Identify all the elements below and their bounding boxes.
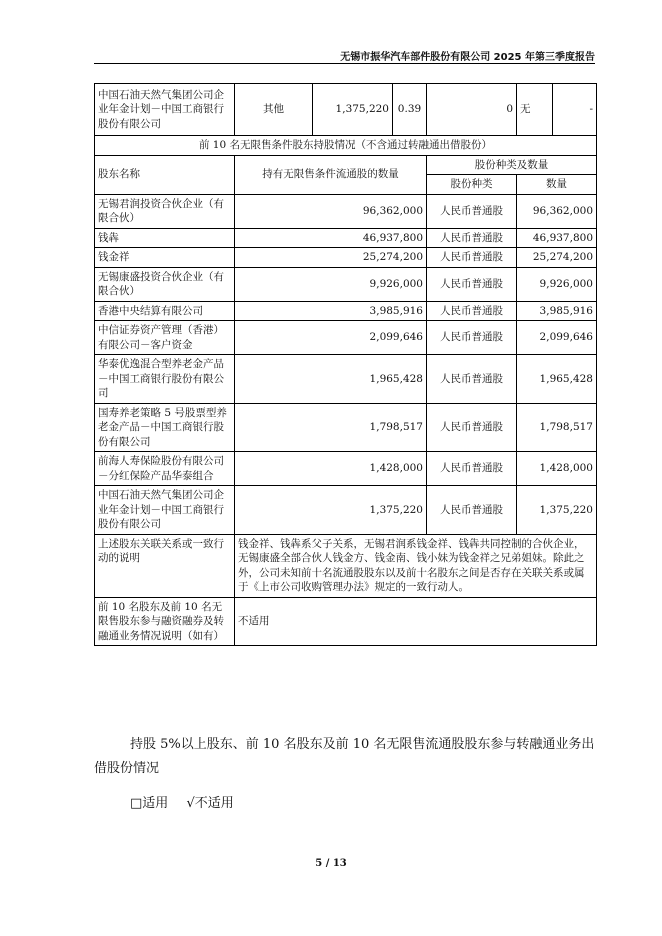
cell-amount: 1,428,000 bbox=[517, 452, 597, 486]
header-name: 股东名称 bbox=[95, 155, 235, 194]
related-row bbox=[95, 534, 597, 597]
margin-label: 前 10 名股东及前 10 名无限售股东参与融资融券及转融通业务情况说明（如有） bbox=[95, 597, 235, 646]
section-title: 前 10 名无限售条件股东持股情况（不含通过转融通出借股份） bbox=[95, 136, 597, 156]
table-row bbox=[95, 355, 597, 404]
header-amount: 数量 bbox=[517, 175, 597, 195]
cell-type: 人民币普通股 bbox=[427, 248, 517, 268]
cell-amount: 1,798,517 bbox=[517, 403, 597, 452]
table-row bbox=[95, 486, 597, 535]
paragraph-line-2: 借股份情况 bbox=[94, 761, 160, 776]
margin-text: 不适用 bbox=[235, 597, 597, 646]
cell-name: 中信证券资产管理（香港）有限公司－客户资金 bbox=[95, 321, 235, 355]
cell-qty: 96,362,000 bbox=[235, 194, 427, 228]
cell-qty: 1,375,220 bbox=[235, 486, 427, 535]
header-divider bbox=[94, 63, 595, 64]
report-header: 无锡市振华汽车部件股份有限公司 2025 年第三季度报告 bbox=[340, 52, 595, 63]
cell-shares: 1,375,220 bbox=[313, 84, 393, 136]
cell-name: 无锡君润投资合伙企业（有限合伙） bbox=[95, 194, 235, 228]
cell-name: 钱金祥 bbox=[95, 248, 235, 268]
paragraph-line-1: 持股 5%以上股东、前 10 名股东及前 10 名无限售流通股股东参与转融通业务出 bbox=[130, 737, 595, 752]
header-row bbox=[95, 155, 597, 175]
cell-name: 中国石油天然气集团公司企业年金计划－中国工商银行股份有限公司 bbox=[95, 84, 235, 136]
section-title-row bbox=[95, 136, 597, 156]
cell-type: 人民币普通股 bbox=[427, 228, 517, 248]
cell-amount: 1,375,220 bbox=[517, 486, 597, 535]
cell-type: 人民币普通股 bbox=[427, 301, 517, 321]
cell-name: 无锡康盛投资合伙企业（有限合伙） bbox=[95, 267, 235, 301]
option-not-applicable: √不适用 bbox=[186, 796, 234, 811]
cell-qty: 9,926,000 bbox=[235, 267, 427, 301]
cell-amount: 96,362,000 bbox=[517, 194, 597, 228]
applicability-options bbox=[130, 792, 248, 811]
cell-amount: 46,937,800 bbox=[517, 228, 597, 248]
cell-name: 华泰优逸混合型养老金产品－中国工商银行股份有限公司 bbox=[95, 355, 235, 404]
table-row bbox=[95, 403, 597, 452]
table-row bbox=[95, 267, 597, 301]
cell-name: 钱犇 bbox=[95, 228, 235, 248]
table-row bbox=[95, 228, 597, 248]
cell-type: 人民币普通股 bbox=[427, 267, 517, 301]
cell-nature: 其他 bbox=[235, 84, 313, 136]
table-row bbox=[95, 452, 597, 486]
cell-pledge-qty: - bbox=[553, 84, 597, 136]
cell-amount: 2,099,646 bbox=[517, 321, 597, 355]
cell-qty: 2,099,646 bbox=[235, 321, 427, 355]
related-text: 钱金祥、钱犇系父子关系，无锡君润系钱金祥、钱犇共同控制的合伙企业，无锡康盛全部合伙人钱金方、钱金南、钱小妹为钱金祥之兄弟姐妹。除此之外，公司未知前十名流通股股东以及前十名股东之间是否存在关联关系或属于《上市公司收购管理办法》规定的一致行动人。 bbox=[235, 534, 597, 597]
table-row-top bbox=[95, 84, 597, 136]
cell-type: 人民币普通股 bbox=[427, 194, 517, 228]
cell-name: 中国石油天然气集团公司企业年金计划－中国工商银行股份有限公司 bbox=[95, 486, 235, 535]
cell-pledge-status: 无 bbox=[517, 84, 553, 136]
cell-type: 人民币普通股 bbox=[427, 355, 517, 404]
cell-type: 人民币普通股 bbox=[427, 321, 517, 355]
cell-amount: 1,965,428 bbox=[517, 355, 597, 404]
table-row bbox=[95, 321, 597, 355]
cell-name: 香港中央结算有限公司 bbox=[95, 301, 235, 321]
table-row bbox=[95, 301, 597, 321]
cell-amount: 3,985,916 bbox=[517, 301, 597, 321]
cell-ratio: 0.39 bbox=[393, 84, 427, 136]
cell-amount: 9,926,000 bbox=[517, 267, 597, 301]
header-qty: 持有无限售条件流通股的数量 bbox=[235, 155, 427, 194]
cell-qty: 1,798,517 bbox=[235, 403, 427, 452]
page-number: 5 / 13 bbox=[315, 858, 347, 869]
table-row bbox=[95, 194, 597, 228]
cell-name: 国寿养老策略 5 号股票型养老金产品－中国工商银行股份有限公司 bbox=[95, 403, 235, 452]
cell-qty: 25,274,200 bbox=[235, 248, 427, 268]
cell-qty: 3,985,916 bbox=[235, 301, 427, 321]
related-label: 上述股东关联关系或一致行动的说明 bbox=[95, 534, 235, 597]
margin-row bbox=[95, 597, 597, 646]
cell-type: 人民币普通股 bbox=[427, 452, 517, 486]
cell-qty: 46,937,800 bbox=[235, 228, 427, 248]
cell-name: 前海人寿保险股份有限公司－分红保险产品华泰组合 bbox=[95, 452, 235, 486]
cell-type: 人民币普通股 bbox=[427, 486, 517, 535]
cell-type: 人民币普通股 bbox=[427, 403, 517, 452]
header-type: 股份种类 bbox=[427, 175, 517, 195]
cell-amount: 25,274,200 bbox=[517, 248, 597, 268]
option-applicable: □适用 bbox=[130, 796, 169, 811]
shareholder-table bbox=[94, 83, 597, 646]
securities-lending-paragraph bbox=[94, 733, 600, 781]
header-group: 股份种类及数量 bbox=[427, 155, 597, 175]
cell-restricted: 0 bbox=[427, 84, 517, 136]
table-row bbox=[95, 248, 597, 268]
cell-qty: 1,965,428 bbox=[235, 355, 427, 404]
cell-qty: 1,428,000 bbox=[235, 452, 427, 486]
